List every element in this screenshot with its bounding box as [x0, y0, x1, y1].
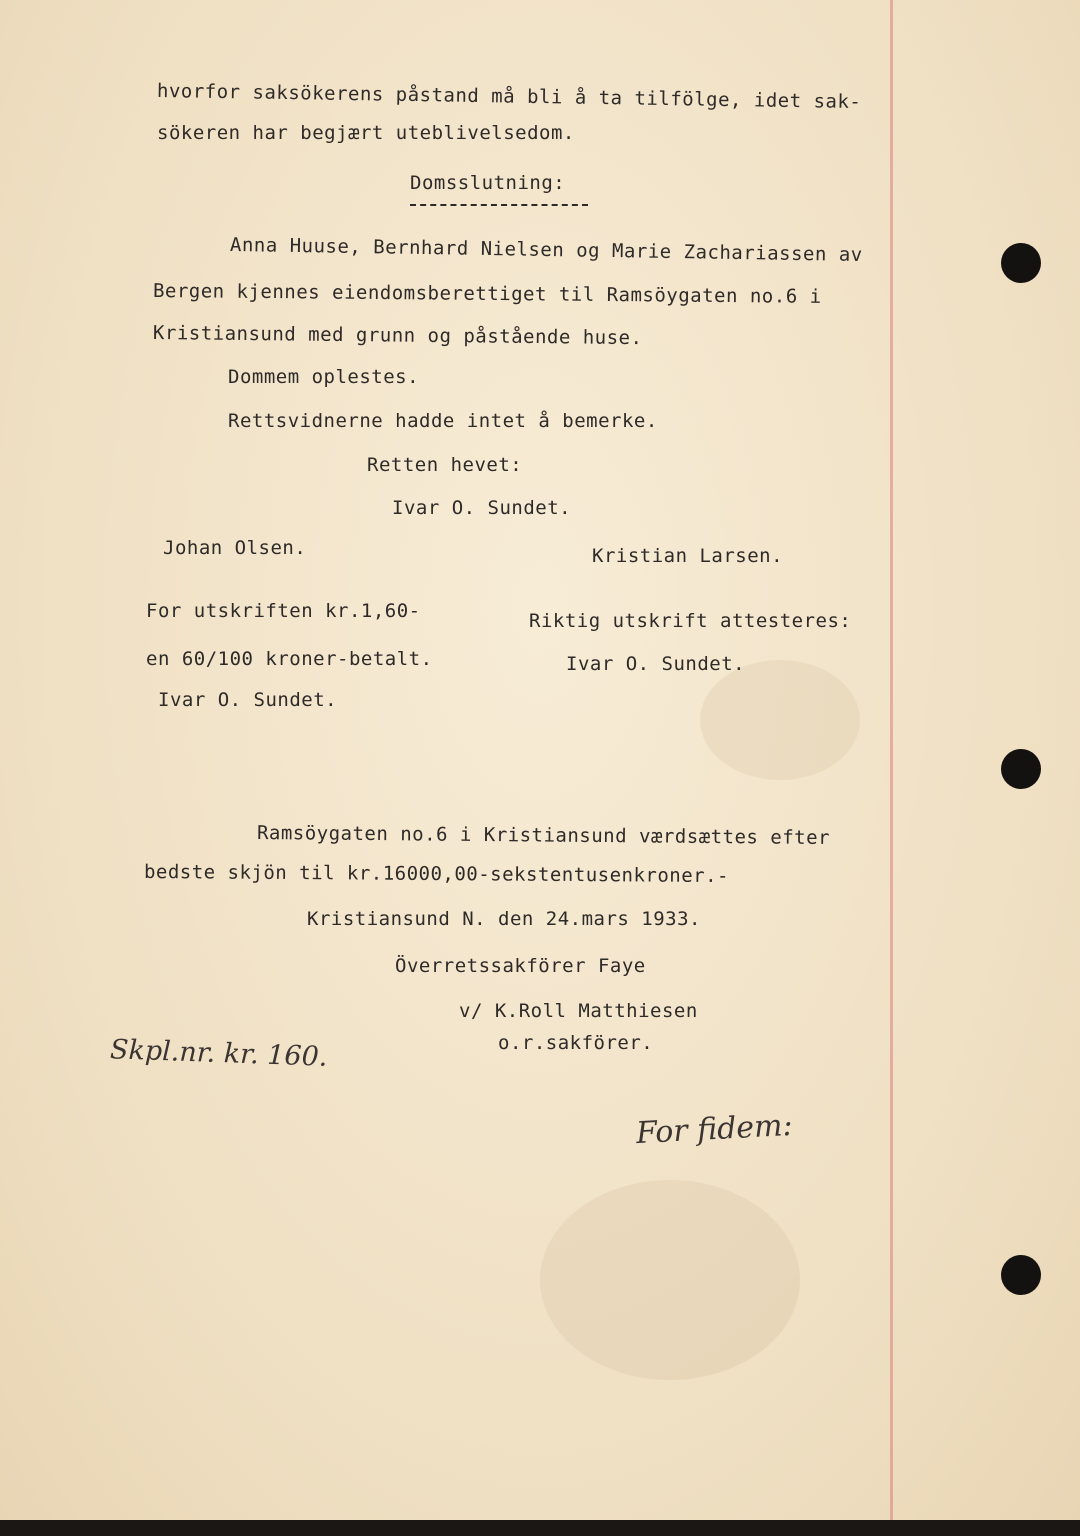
punch-hole-top — [1001, 243, 1041, 283]
fee-line: en 60/100 kroner-betalt. — [146, 648, 433, 670]
place-date: Kristiansund N. den 24.mars 1933. — [307, 908, 701, 930]
signatory-title: o.r.sakförer. — [498, 1032, 654, 1054]
scan-border — [0, 1520, 1080, 1536]
punch-hole-middle — [1001, 749, 1041, 789]
fee-signature: Ivar O. Sundet. — [158, 689, 338, 711]
attest-line: Riktig utskrift attesteres: — [529, 610, 852, 632]
attest-signature: Ivar O. Sundet. — [566, 653, 746, 675]
witness-left: Johan Olsen. — [163, 537, 307, 559]
fee-line: For utskriften kr.1,60- — [146, 600, 421, 622]
handwritten-signature: For fidem: — [635, 1107, 794, 1152]
text-line: Retten hevet: — [367, 454, 523, 476]
firm-name: Överretssakförer Faye — [395, 955, 646, 977]
valuation-line: bedste skjön til kr.16000,00-sekstentusenkroner.- — [143, 861, 730, 888]
text-line: Bergen kjennes eiendomsberettiget til Ramsöygaten no.6 i — [152, 280, 822, 308]
paper-stain — [700, 660, 860, 780]
text-line: sökeren har begjært uteblivelsedom. — [157, 122, 575, 144]
valuation-line: Ramsöygaten no.6 i Kristiansund værdsættes efter — [256, 822, 831, 850]
punch-hole-bottom — [1001, 1255, 1041, 1295]
margin-line — [890, 0, 893, 1520]
heading-underline — [410, 204, 588, 206]
text-line: hvorfor saksökerens påstand må bli å ta tilfölge, idet sak- — [156, 80, 862, 114]
text-line: Kristiansund med grunn og påstående huse. — [152, 322, 643, 350]
signatory: v/ K.Roll Matthiesen — [459, 1000, 698, 1022]
paper-stain — [540, 1180, 800, 1380]
text-line: Anna Huuse, Bernhard Nielsen og Marie Zachariassen av — [229, 234, 863, 266]
judge-signature: Ivar O. Sundet. — [392, 497, 572, 519]
text-line: Dommem oplestes. — [228, 366, 420, 388]
witness-right: Kristian Larsen. — [592, 545, 784, 567]
text-line: Rettsvidnerne hadde intet å bemerke. — [228, 410, 658, 432]
section-heading: Domsslutning: — [410, 172, 566, 194]
handwritten-note: Skpl.nr. kr. 160. — [109, 1034, 328, 1073]
